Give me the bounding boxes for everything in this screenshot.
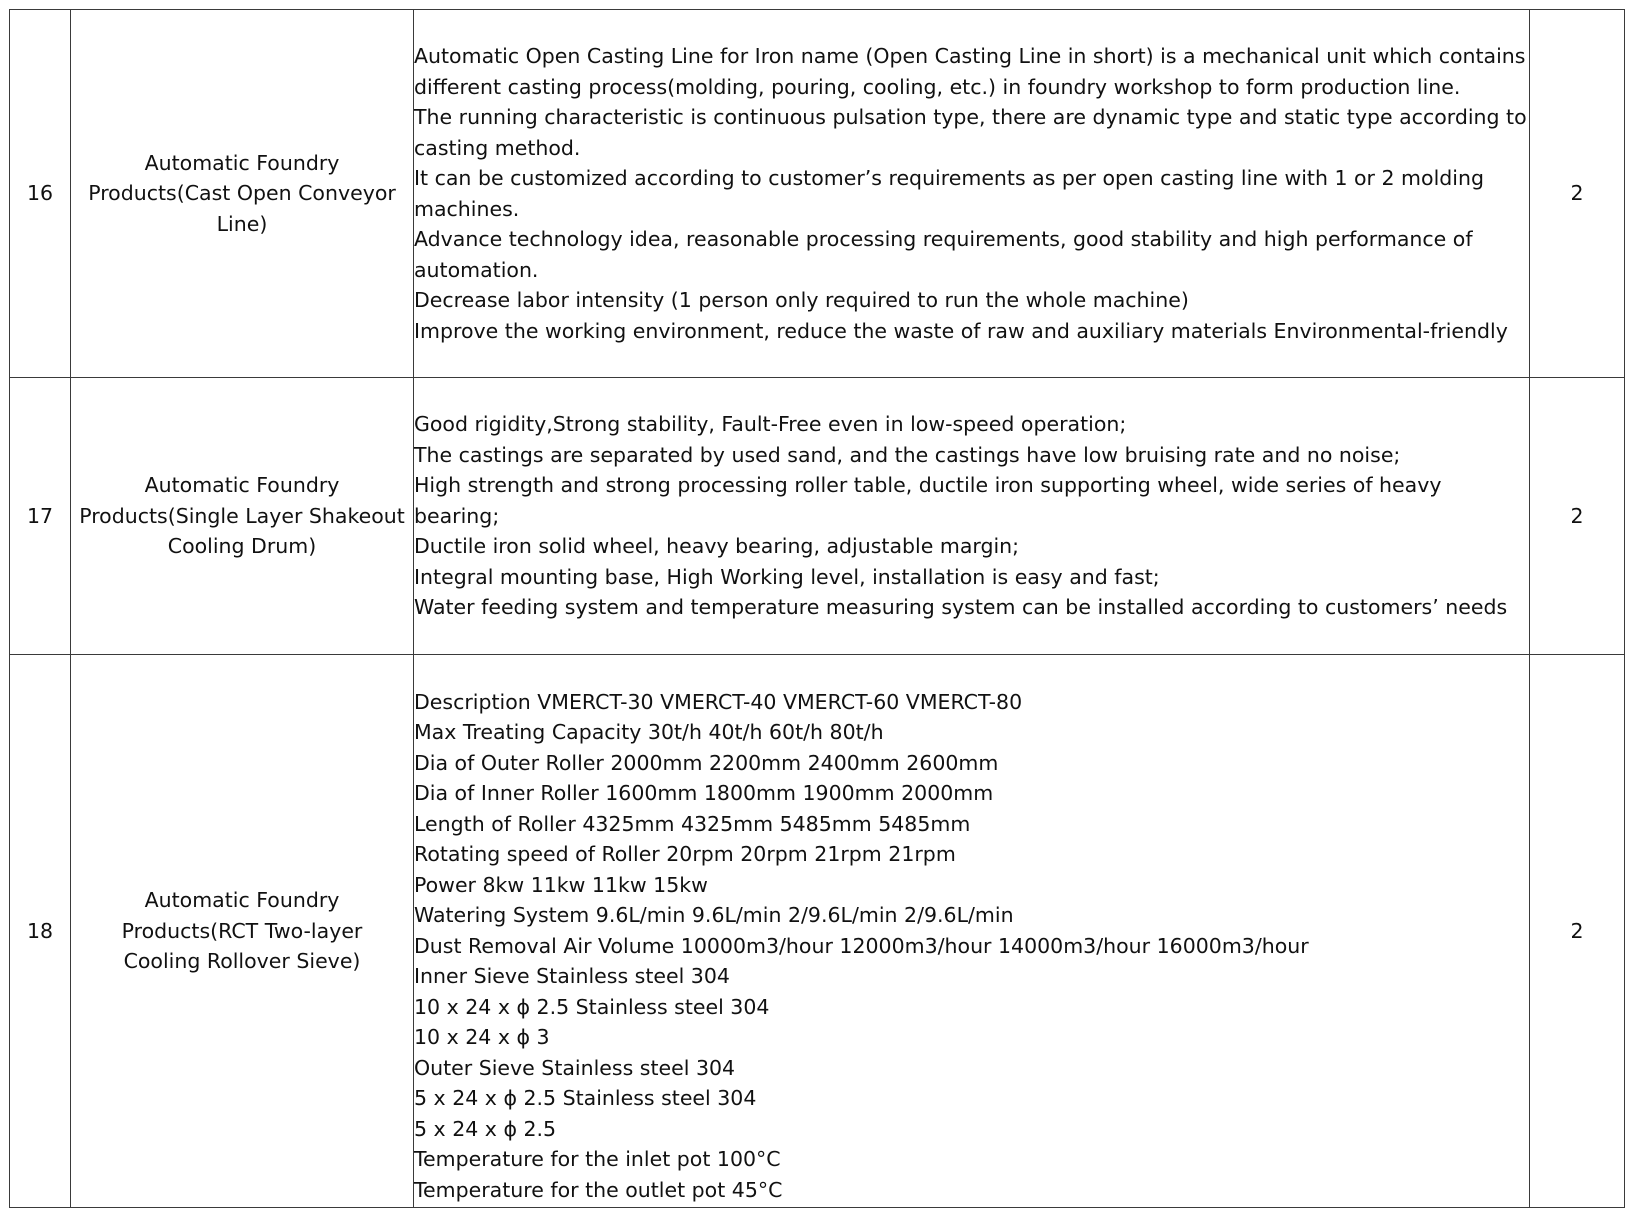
description-line: Automatic Open Casting Line for Iron name (Open Casting Line in short) is a mechanical unit which contains different casting process(molding, pouring, cooling, etc.) in foundry workshop to form production line. (414, 44, 1526, 99)
quantity-cell: 2 (1530, 655, 1625, 1208)
description-line: Description VMERCT-30 VMERCT-40 VMERCT-60 VMERCT-80 (414, 689, 1023, 714)
description-line: Ductile iron solid wheel, heavy bearing, adjustable margin; (414, 534, 1020, 559)
description-line: Watering System 9.6L/min 9.6L/min 2/9.6L/min 2/9.6L/min (414, 903, 1014, 927)
item-number-cell: 16 (10, 10, 71, 378)
description-line: Max Treating Capacity 30t/h 40t/h 60t/h 80t/h (414, 720, 884, 744)
product-name-cell (71, 10, 414, 378)
description-line: The running characteristic is continuous pulsation type, there are dynamic type and static type according to casting method. (414, 105, 1527, 160)
product-description-cell (414, 378, 1530, 655)
description-line: 5 x 24 x ϕ 2.5 Stainless steel 304 (414, 1086, 757, 1110)
product-spec-table (9, 9, 1625, 1208)
description-line: Length of Roller 4325mm 4325mm 5485mm 5485mm (414, 811, 971, 836)
description-line: Rotating speed of Roller 20rpm 20rpm 21rpm 21rpm (414, 842, 956, 866)
product-description-cell (414, 10, 1530, 378)
description-line: Dust Removal Air Volume 10000m3/hour 12000m3/hour 14000m3/hour 16000m3/hour (414, 933, 1309, 958)
product-description-cell (414, 655, 1530, 1208)
description-line: Decrease labor intensity (1 person only required to run the whole machine) (414, 288, 1189, 312)
description-line: Improve the working environment, reduce the waste of raw and auxiliary materials Environmental-friendly (414, 318, 1508, 343)
description-line: High strength and strong processing roller table, ductile iron supporting wheel, wide series of heavy bearing; (414, 473, 1442, 528)
item-number-cell: 17 (10, 378, 71, 655)
description-line: Dia of Outer Roller 2000mm 2200mm 2400mm 2600mm (414, 750, 999, 775)
product-name-cell (71, 378, 414, 655)
description-line: Dia of Inner Roller 1600mm 1800mm 1900mm 2000mm (414, 781, 994, 805)
description-line: The castings are separated by used sand, and the castings have low bruising rate and no noise; (414, 442, 1401, 467)
description-line: 5 x 24 x ϕ 2.5 (414, 1116, 557, 1141)
product-name: Automatic Foundry Products(Single Layer Shakeout Cooling Drum) (79, 473, 405, 559)
product-name: Automatic Foundry Products(RCT Two-layer Cooling Rollover Sieve) (121, 888, 363, 974)
description-line: Outer Sieve Stainless steel 304 (414, 1055, 736, 1080)
quantity-cell: 2 (1530, 378, 1625, 655)
description-line: Temperature for the inlet pot 100°C (414, 1147, 781, 1171)
item-number-cell: 18 (10, 655, 71, 1208)
description-line: Advance technology idea, reasonable processing requirements, good stability and high performance of automation. (414, 227, 1473, 282)
table-row (10, 378, 1625, 655)
description-line: Power 8kw 11kw 11kw 15kw (414, 872, 708, 897)
description-line: 10 x 24 x ϕ 2.5 Stainless steel 304 (414, 994, 770, 1019)
description-line: Temperature for the outlet pot 45°C (414, 1177, 783, 1202)
product-name: Automatic Foundry Products(Cast Open Conveyor Line) (88, 150, 396, 236)
description-line: Integral mounting base, High Working level, installation is easy and fast; (414, 564, 1160, 589)
table-row (10, 655, 1625, 1208)
quantity-cell: 2 (1530, 10, 1625, 378)
product-name-cell (71, 655, 414, 1208)
description-line: Inner Sieve Stainless steel 304 (414, 964, 730, 988)
description-line: Water feeding system and temperature measuring system can be installed according to customers’ needs (414, 595, 1508, 620)
description-line: It can be customized according to customer’s requirements as per open casting line with 1 or 2 molding machines. (414, 166, 1484, 221)
table-row (10, 10, 1625, 378)
description-line: 10 x 24 x ϕ 3 (414, 1025, 550, 1049)
description-line: Good rigidity,Strong stability, Fault-Free even in low-speed operation; (414, 412, 1127, 437)
